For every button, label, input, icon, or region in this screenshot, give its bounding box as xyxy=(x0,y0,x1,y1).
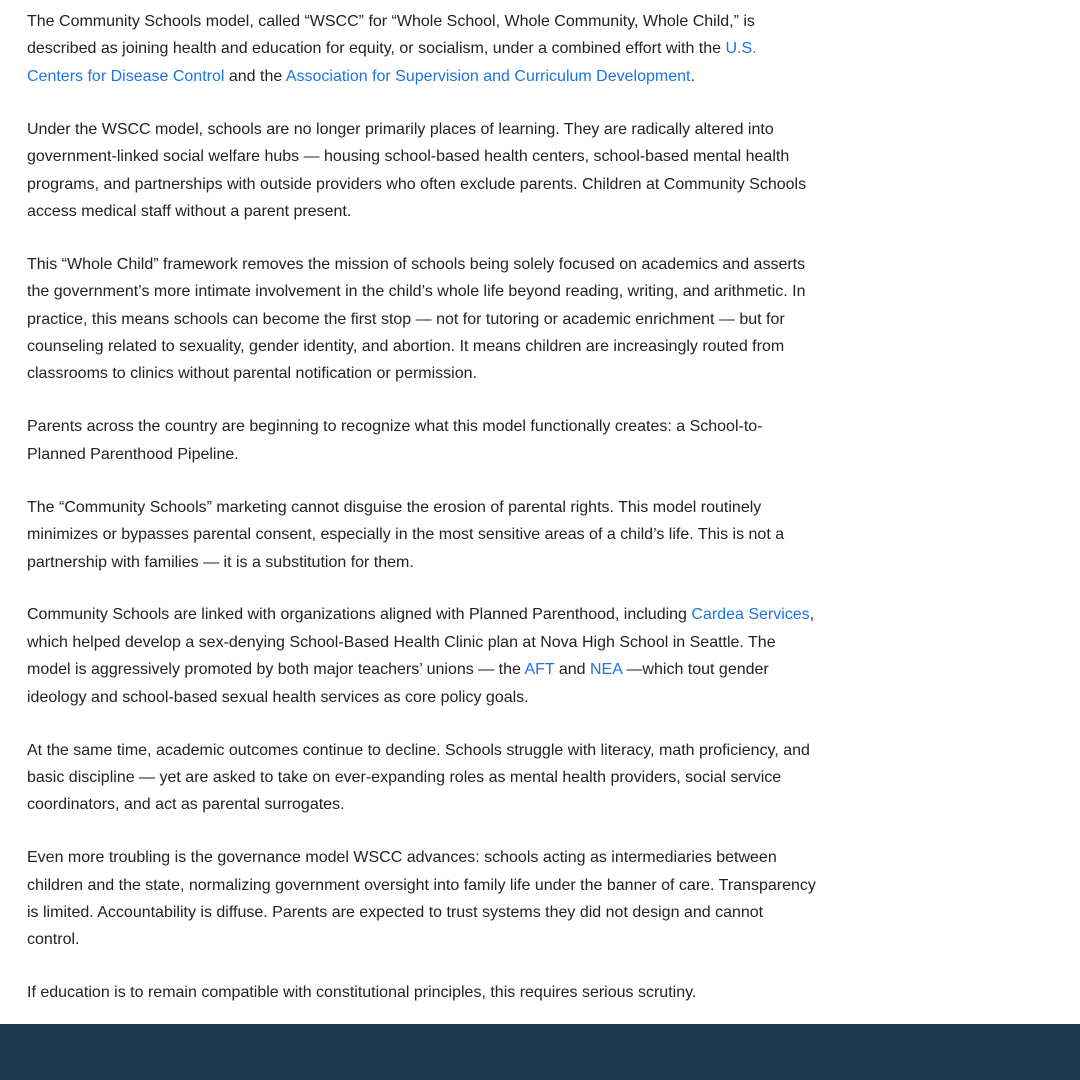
paragraph-text: Community Schools are linked with organizations aligned with Planned Parenthood, including xyxy=(27,606,692,624)
paragraph-text: . xyxy=(690,67,695,85)
paragraph-text: and xyxy=(554,661,590,679)
link-nea[interactable]: NEA xyxy=(589,661,622,679)
link-ascd[interactable]: Association for Supervision and Curriculum Development xyxy=(285,67,691,85)
paragraph-wscc-intro xyxy=(27,8,817,90)
link-cardea-services[interactable]: Cardea Services xyxy=(691,606,810,624)
paragraph-text: , which helped develop a sex-denying School-Based Health Clinic plan at Nova High School in Seattle. The model is aggressively promoted by both major teachers’ unions — the xyxy=(27,606,815,679)
paragraph-wscc-model: Under the WSCC model, schools are no longer primarily places of learning. They are radically altered into government-linked social welfare hubs — housing school-based health centers, school-based mental health programs, and partnerships with outside providers who often exclude parents. Children at Community Schools access medical staff without a parent present. xyxy=(27,120,807,220)
paragraph-governance: Even more troubling is the governance model WSCC advances: schools acting as intermediaries between children and the state, normalizing government oversight into family life under the banner of care. Transparency is limited. Accountability is diffuse. Parents are expected to trust systems they did not design and cannot control. xyxy=(27,849,816,949)
paragraph-text: and the xyxy=(224,67,286,85)
link-aft[interactable]: AFT xyxy=(524,661,555,679)
footer-band xyxy=(0,1024,1080,1080)
paragraph-text: —which tout gender ideology and school-based sexual health services as core policy goals. xyxy=(27,661,769,706)
paragraph-text: The Community Schools model, called “WSCC” for “Whole School, Whole Community, Whole Child,” is described as joining health and education for equity, or socialism, under a combined effort with the xyxy=(27,13,755,58)
paragraph-whole-child: This “Whole Child” framework removes the mission of schools being solely focused on academics and asserts the government’s more intimate involvement in the child’s whole life beyond reading, writing, and arithmetic. In practice, this means schools can become the first stop — not for tutoring or academic enrichment — but for counseling related to sexuality, gender identity, and abortion. It means children are increasingly routed from classrooms to clinics without parental notification or permission. xyxy=(27,255,806,383)
paragraph-parental-rights: The “Community Schools” marketing cannot disguise the erosion of parental rights. This model routinely minimizes or bypasses parental consent, especially in the most sensitive areas of a child’s life. This is not a partnership with families — it is a substitution for them. xyxy=(27,498,785,571)
paragraph-linked-organizations xyxy=(27,601,817,711)
article-body xyxy=(27,8,817,1032)
paragraph-pipeline: Parents across the country are beginning to recognize what this model functionally creates: a School-to-Planned Parenthood Pipeline. xyxy=(27,418,763,463)
paragraph-conclusion: If education is to remain compatible with constitutional principles, this requires serious scrutiny. xyxy=(27,984,697,1002)
paragraph-academic-outcomes: At the same time, academic outcomes continue to decline. Schools struggle with literacy, math proficiency, and basic discipline — yet are asked to take on ever-expanding roles as mental health providers, social service coordinators, and act as parental surrogates. xyxy=(27,741,810,814)
link-cdc[interactable]: U.S. Centers for Disease Control xyxy=(27,40,757,85)
